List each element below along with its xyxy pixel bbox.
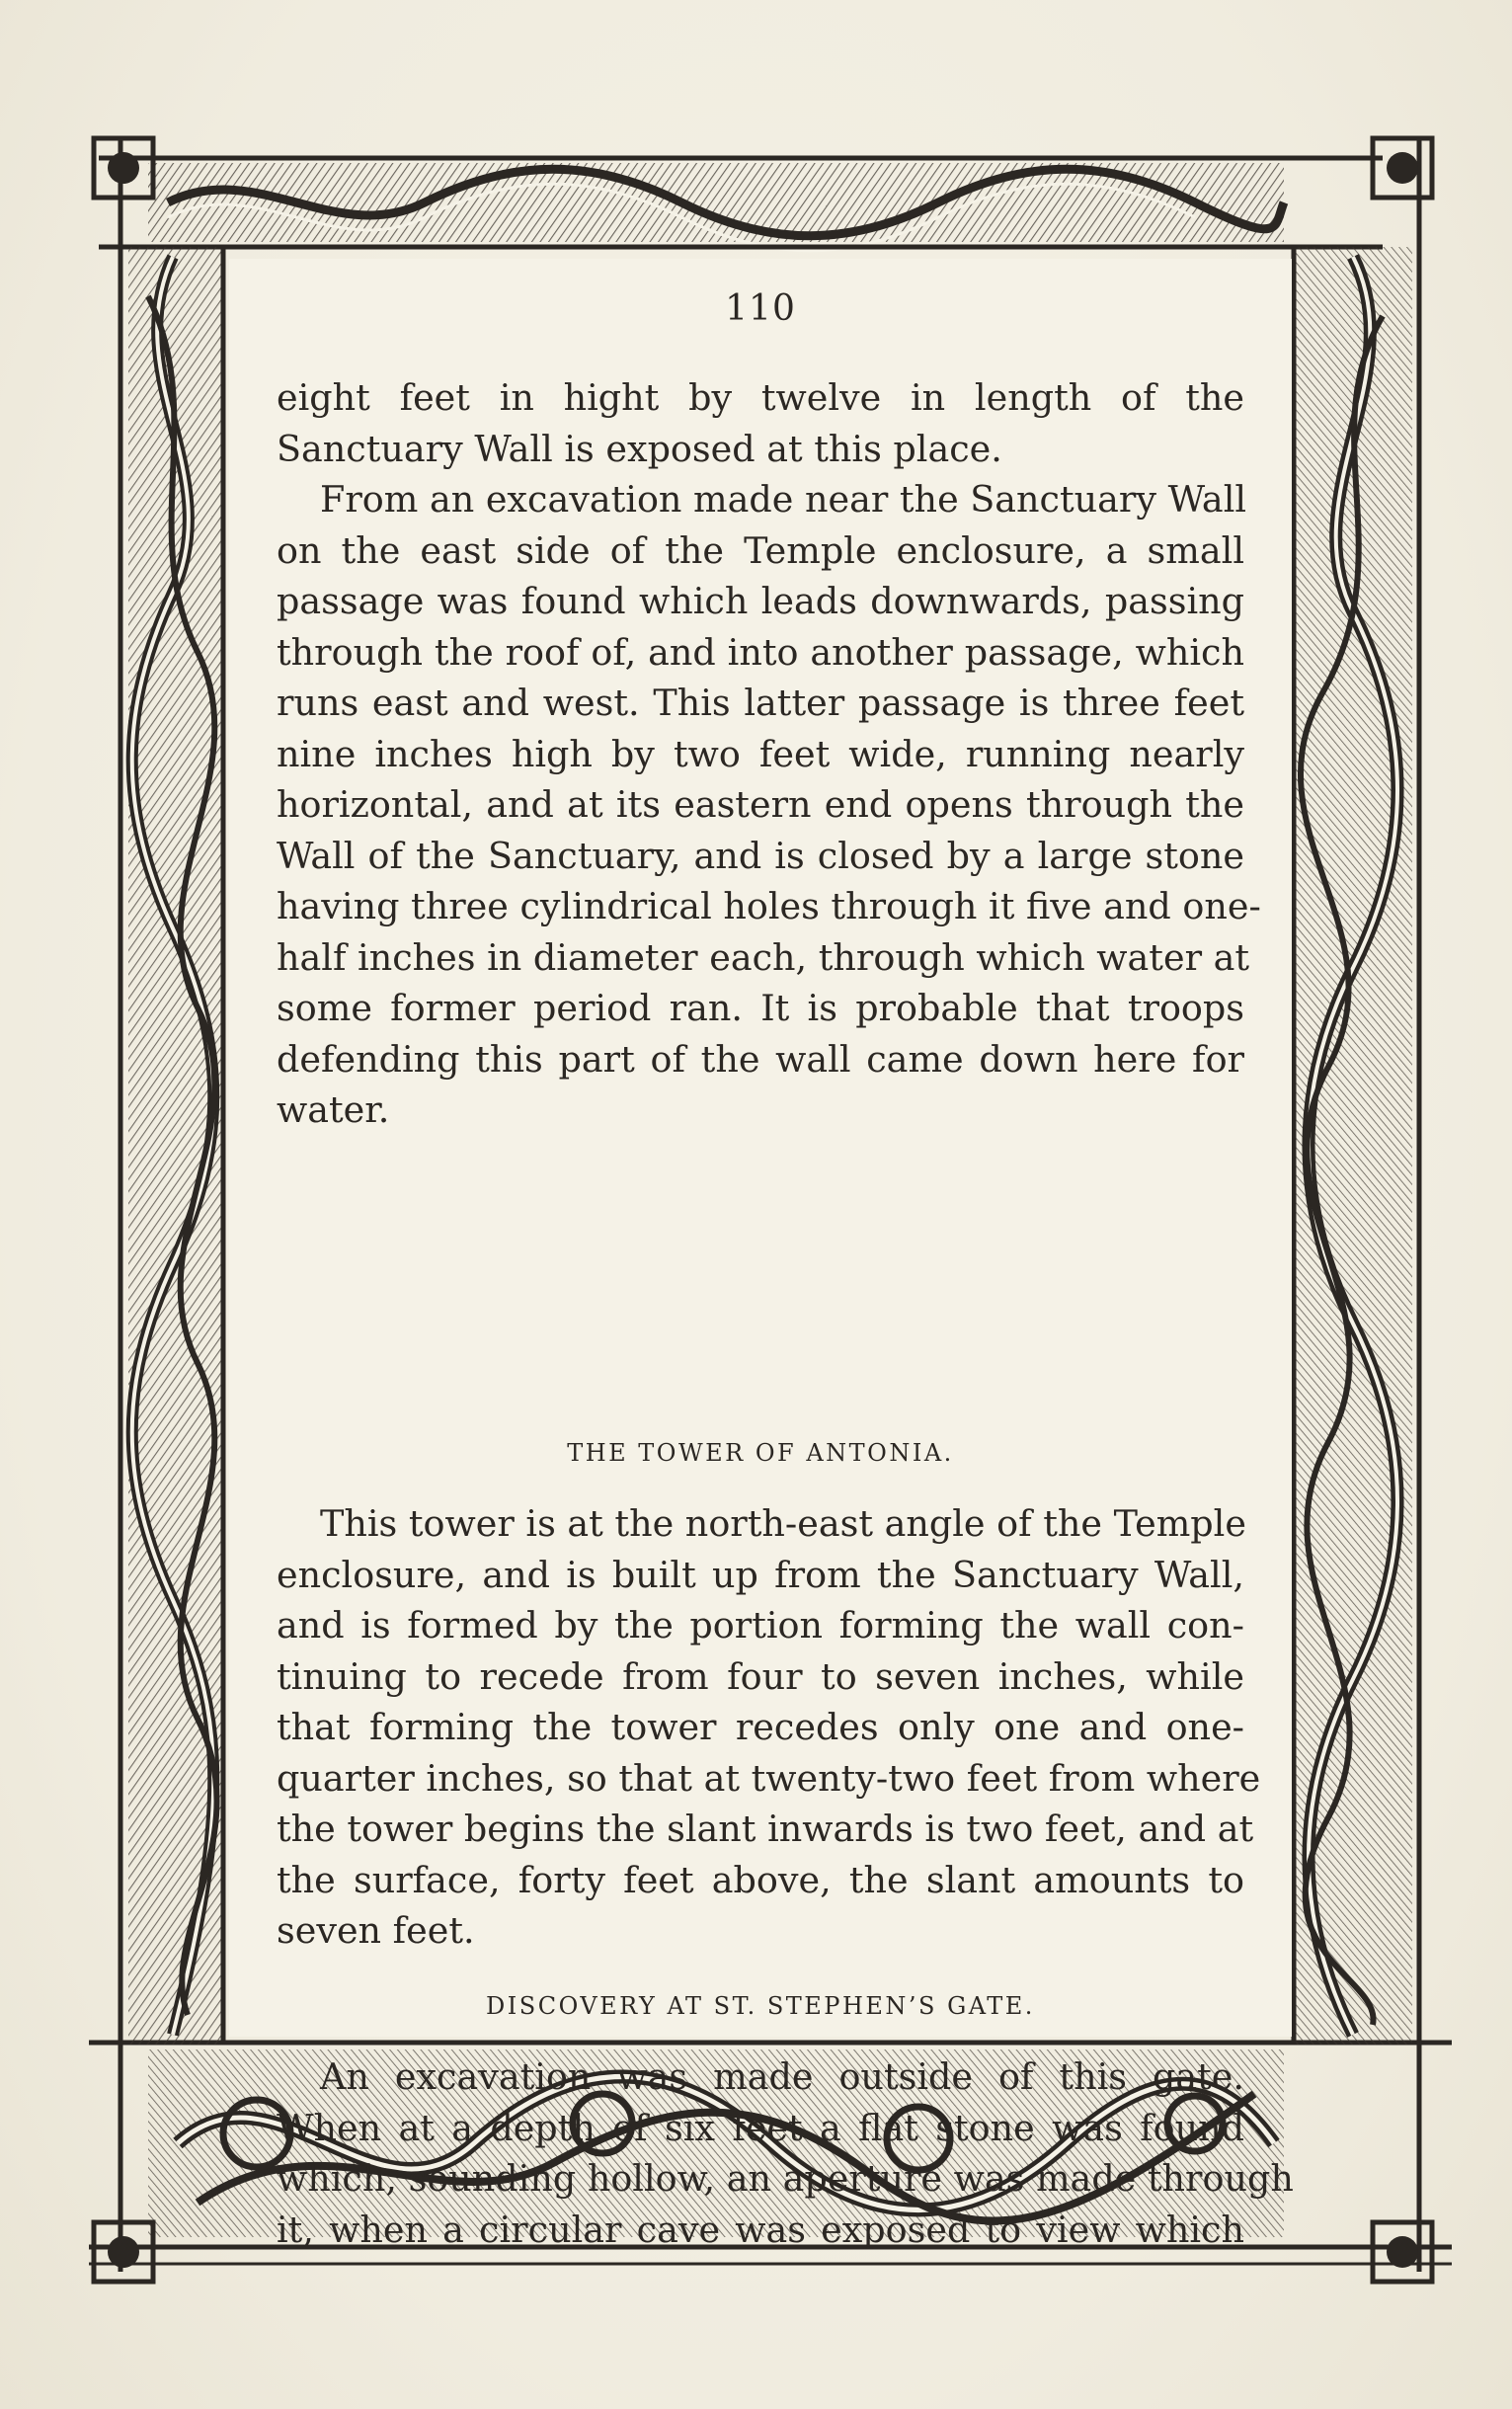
- text-line: tinuing to recede from four to seven inches, while: [277, 1654, 1244, 1698]
- text-panel: [229, 259, 1294, 2251]
- paragraph: [277, 2051, 1294, 2255]
- text-line: enclosure, and is built up from the Sanctuary Wall,: [277, 1553, 1244, 1596]
- text-line: horizontal, and at its eastern end opens through the: [277, 783, 1244, 826]
- text-line: through the roof of, and into another passage, which: [277, 630, 1244, 674]
- paragraph: [277, 474, 1261, 1136]
- paragraph: [277, 372, 1244, 474]
- text-line: Wall of the Sanctuary, and is closed by a large stone: [277, 834, 1244, 877]
- text-line: runs east and west. This latter passage is three feet: [277, 682, 1244, 724]
- text-line: quarter inches, so that at twenty-two feet from where: [277, 1756, 1261, 1800]
- text-line: From an excavation made near the Sanctuary Wall: [320, 478, 1247, 521]
- text-line: and is formed by the portion forming the wall con-: [277, 1604, 1244, 1646]
- section-heading: THE TOWER OF ANTONIA.: [567, 1439, 954, 1467]
- text-line: Sanctuary Wall is exposed at this place.: [277, 427, 1002, 470]
- text-line: seven feet.: [277, 1909, 475, 1952]
- top-border-band: [99, 158, 1383, 251]
- text-line: some former period ran. It is probable that troops: [277, 987, 1244, 1029]
- text-line: which, sounding hollow, an aperture was made through: [277, 2157, 1294, 2200]
- text-line: the tower begins the slant inwards is two feet, and at: [277, 1807, 1254, 1850]
- text-line: This tower is at the north-east angle of the Temple: [320, 1502, 1246, 1545]
- text-line: An excavation was made outside of this gate.: [320, 2055, 1244, 2098]
- text-line: When at a depth of six feet a flat stone was found: [277, 2106, 1244, 2149]
- text-line: having three cylindrical holes through it five and one-: [277, 885, 1261, 927]
- text-line: water.: [277, 1088, 390, 1131]
- text-line: on the east side of the Temple enclosure, a small: [277, 528, 1244, 572]
- section-heading: DISCOVERY AT ST. STEPHEN’S GATE.: [486, 1992, 1035, 2020]
- text-line: that forming the tower recedes only one and one-: [277, 1706, 1244, 1748]
- text-line: defending this part of the wall came down here for: [277, 1037, 1244, 1081]
- paragraph: [277, 1498, 1261, 1957]
- text-line: the surface, forty feet above, the slant amounts to: [277, 1858, 1244, 1901]
- text-line: nine inches high by two feet wide, running nearly: [277, 732, 1244, 775]
- left-border-column: [120, 138, 223, 2272]
- text-line: half inches in diameter each, through which water at: [277, 935, 1250, 979]
- text-line: passage was found which leads downwards, passing: [277, 580, 1244, 622]
- page-number: 110: [725, 288, 796, 329]
- text-line: it, when a circular cave was exposed to view which: [277, 2208, 1244, 2251]
- right-border-column: [1294, 138, 1419, 2272]
- text-line: eight feet in hight by twelve in length of the: [277, 376, 1244, 419]
